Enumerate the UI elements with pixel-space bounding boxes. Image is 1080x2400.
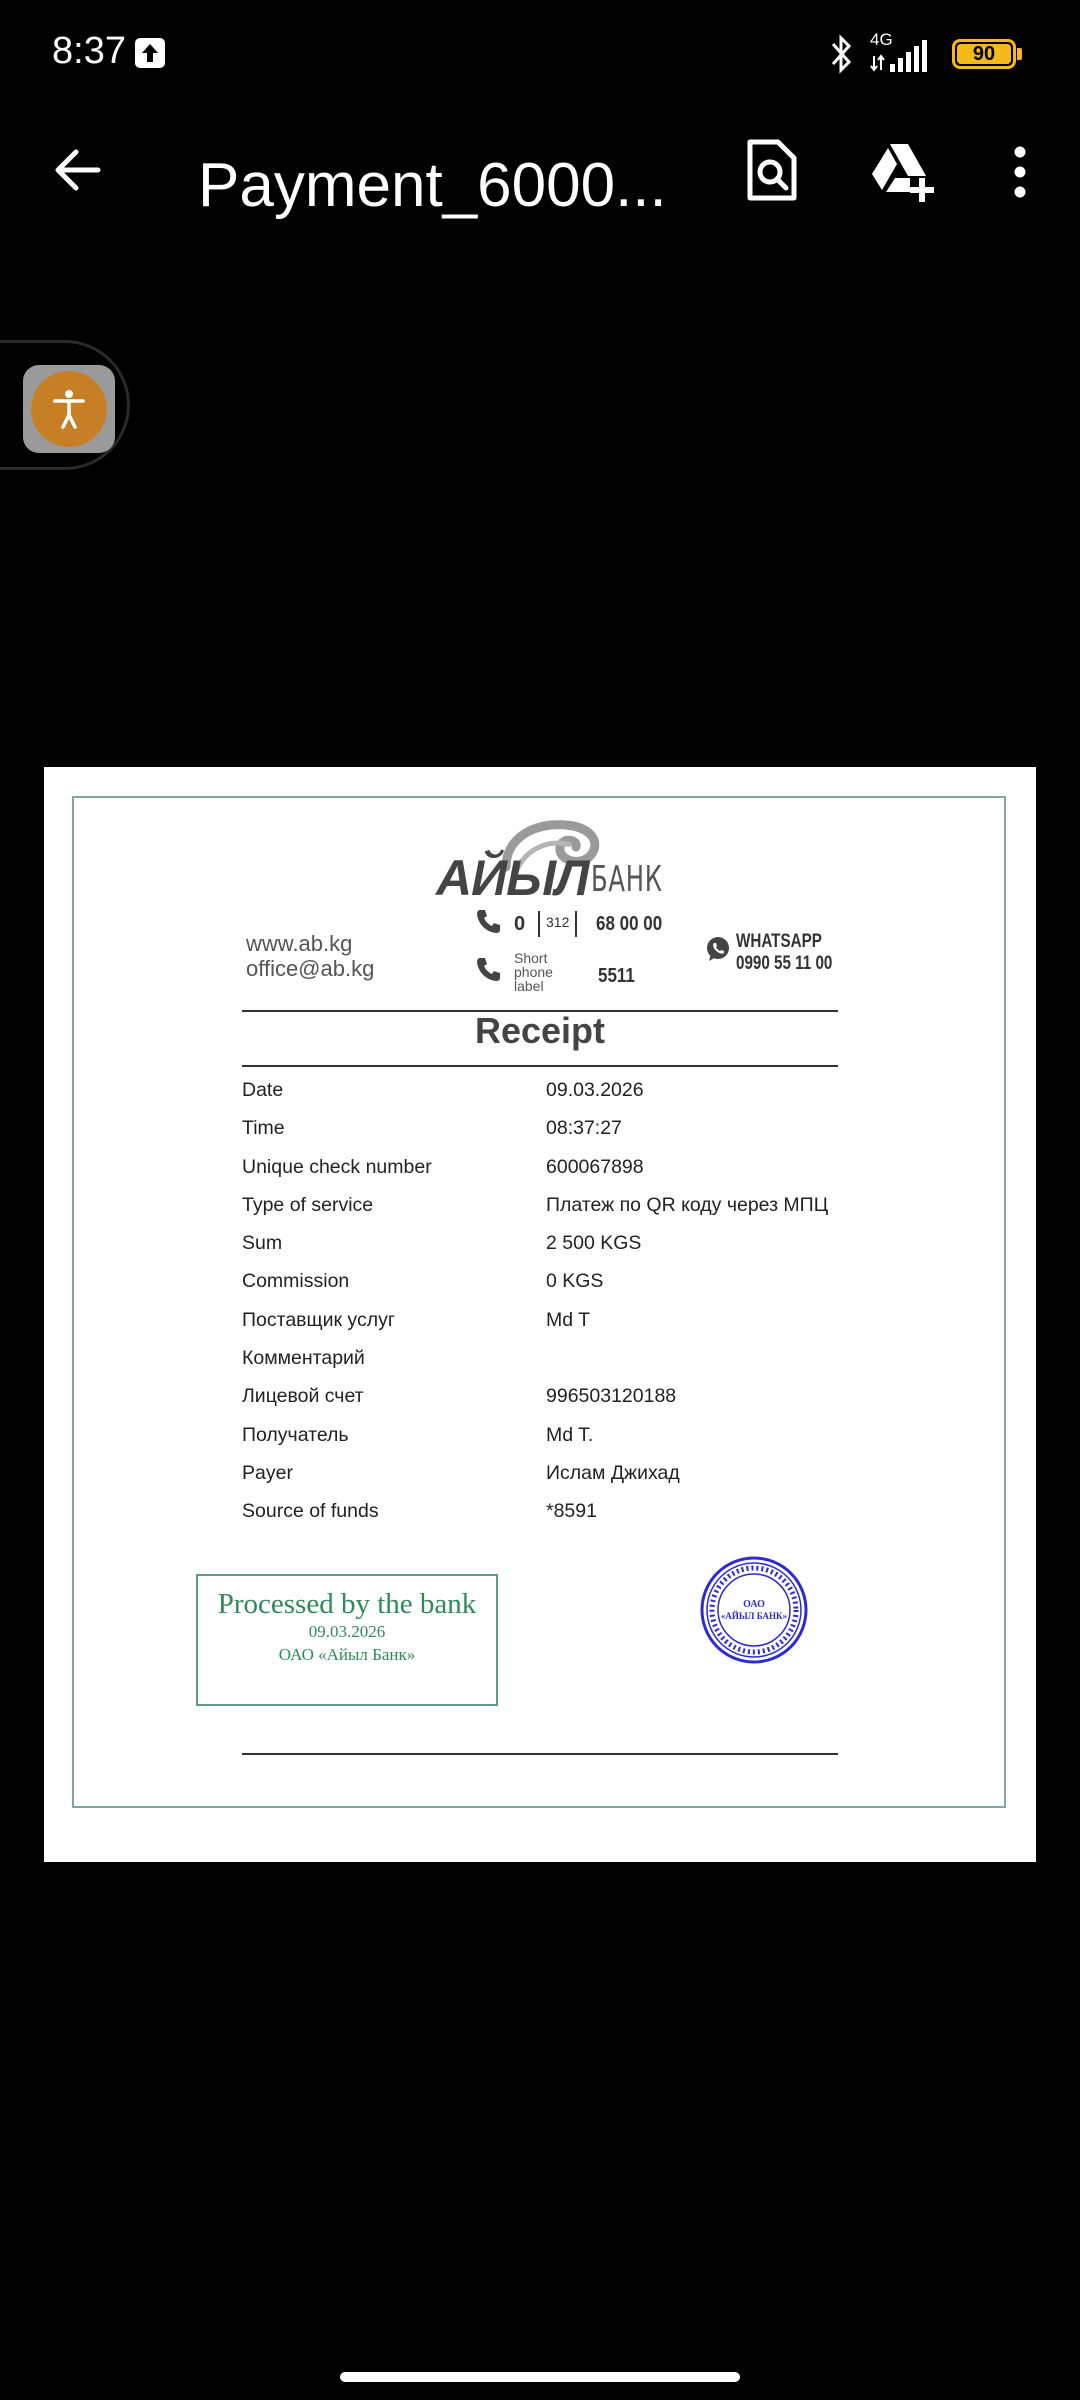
short-phone-label: Short phone label [514,950,553,994]
row-value: Ислам Джихад [546,1461,680,1484]
find-in-document-icon [742,138,802,204]
back-button[interactable] [48,140,108,200]
signal-icon [870,30,940,74]
receipt-row-recipient [242,1420,882,1458]
whatsapp-icon [704,935,732,963]
row-label: Unique check number [242,1155,432,1178]
battery-level: 90 [957,44,1011,64]
receipt-row-payer [242,1458,882,1496]
phone-code: 312 [538,911,577,937]
whatsapp-label: WHATSAPP [736,931,822,952]
row-label: Лицевой счет [242,1385,364,1408]
receipt-details [242,1075,882,1535]
short-phone-number: 5511 [598,965,635,987]
seal-line1: ОАО [743,1599,765,1610]
row-label: Поставщик услуг [242,1308,395,1331]
receipt-row-sum [242,1228,882,1266]
receipt-row-provider [242,1305,882,1343]
row-value: Платеж по QR коду через МПЦ [546,1193,829,1216]
row-value: Md T. [546,1423,594,1446]
receipt-row-date [242,1075,882,1113]
divider-title [242,1065,838,1067]
row-label: Комментарий [242,1347,365,1370]
row-label: Sum [242,1232,283,1255]
website-link[interactable]: www.ab.kg [246,931,353,956]
receipt-row-check-number [242,1152,882,1190]
status-time: 8:37 [52,30,126,72]
contact-site [246,931,374,981]
accessibility-button-bg [23,365,115,453]
receipt-row-commission [242,1266,882,1304]
accessibility-icon [31,371,107,447]
network-type: 4G [870,30,893,49]
add-to-drive-button[interactable] [868,140,936,204]
receipt-row-service-type [242,1190,882,1228]
phone-prefix: 0 [514,913,526,935]
receipt-row-time [242,1113,882,1151]
document-title: Payment_6000... [198,151,667,220]
processed-stamp [196,1574,498,1706]
logo-bank-text: БАНК [591,859,663,900]
row-label: Получатель [242,1423,349,1446]
bank-seal [698,1554,810,1666]
email-link[interactable]: office@ab.kg [246,956,375,981]
back-arrow-icon [48,140,108,200]
row-value: 996503120188 [546,1385,677,1408]
stamp-processed-text: Processed by the bank [217,1588,477,1620]
more-vert-icon [1000,140,1040,204]
whatsapp-contact [736,931,832,975]
row-value: Md T [546,1308,591,1331]
row-value: 0 KGS [546,1270,604,1293]
row-label: Time [242,1117,285,1140]
find-in-document-button[interactable] [742,138,802,204]
short-phone-icon [474,955,502,983]
divider-bottom [242,1753,838,1755]
accessibility-floating-button[interactable] [0,340,130,470]
status-bar [0,0,1080,110]
receipt-row-source-of-funds [242,1496,882,1534]
battery-icon [952,39,1016,69]
row-value: 08:37:27 [546,1117,622,1140]
add-to-drive-icon [868,140,936,204]
stamp-date: 09.03.2026 [308,1622,386,1641]
row-value: 09.03.2026 [546,1079,644,1101]
stamp-org: ОАО «Айыл Банк» [278,1645,416,1664]
gesture-nav-handle[interactable] [340,2372,740,2382]
row-label: Commission [242,1270,350,1293]
receipt-title: Receipt [474,1010,606,1051]
row-value: 600067898 [546,1155,644,1178]
logo-text: АЙЫЛ [436,850,589,906]
more-options-button[interactable] [1000,140,1040,204]
receipt-row-account [242,1381,882,1419]
upload-icon [135,38,165,68]
phone-icon [474,907,502,935]
bluetooth-icon [826,32,856,81]
row-value: *8591 [546,1500,597,1523]
row-label: Payer [242,1461,293,1484]
row-label: Type of service [242,1193,374,1216]
main-phone [474,907,674,943]
phone-number: 68 00 00 [596,913,663,935]
row-label: Date [242,1079,284,1101]
row-label: Source of funds [242,1500,379,1523]
bank-logo [436,817,696,907]
pdf-page[interactable] [44,767,1036,1862]
whatsapp-number: 0990 55 11 00 [736,953,833,974]
seal-line2: «АЙЫЛ БАНК» [720,1611,788,1621]
row-value: 2 500 KGS [546,1232,642,1255]
battery-tip [1017,48,1022,60]
receipt-row-comment [242,1343,882,1381]
